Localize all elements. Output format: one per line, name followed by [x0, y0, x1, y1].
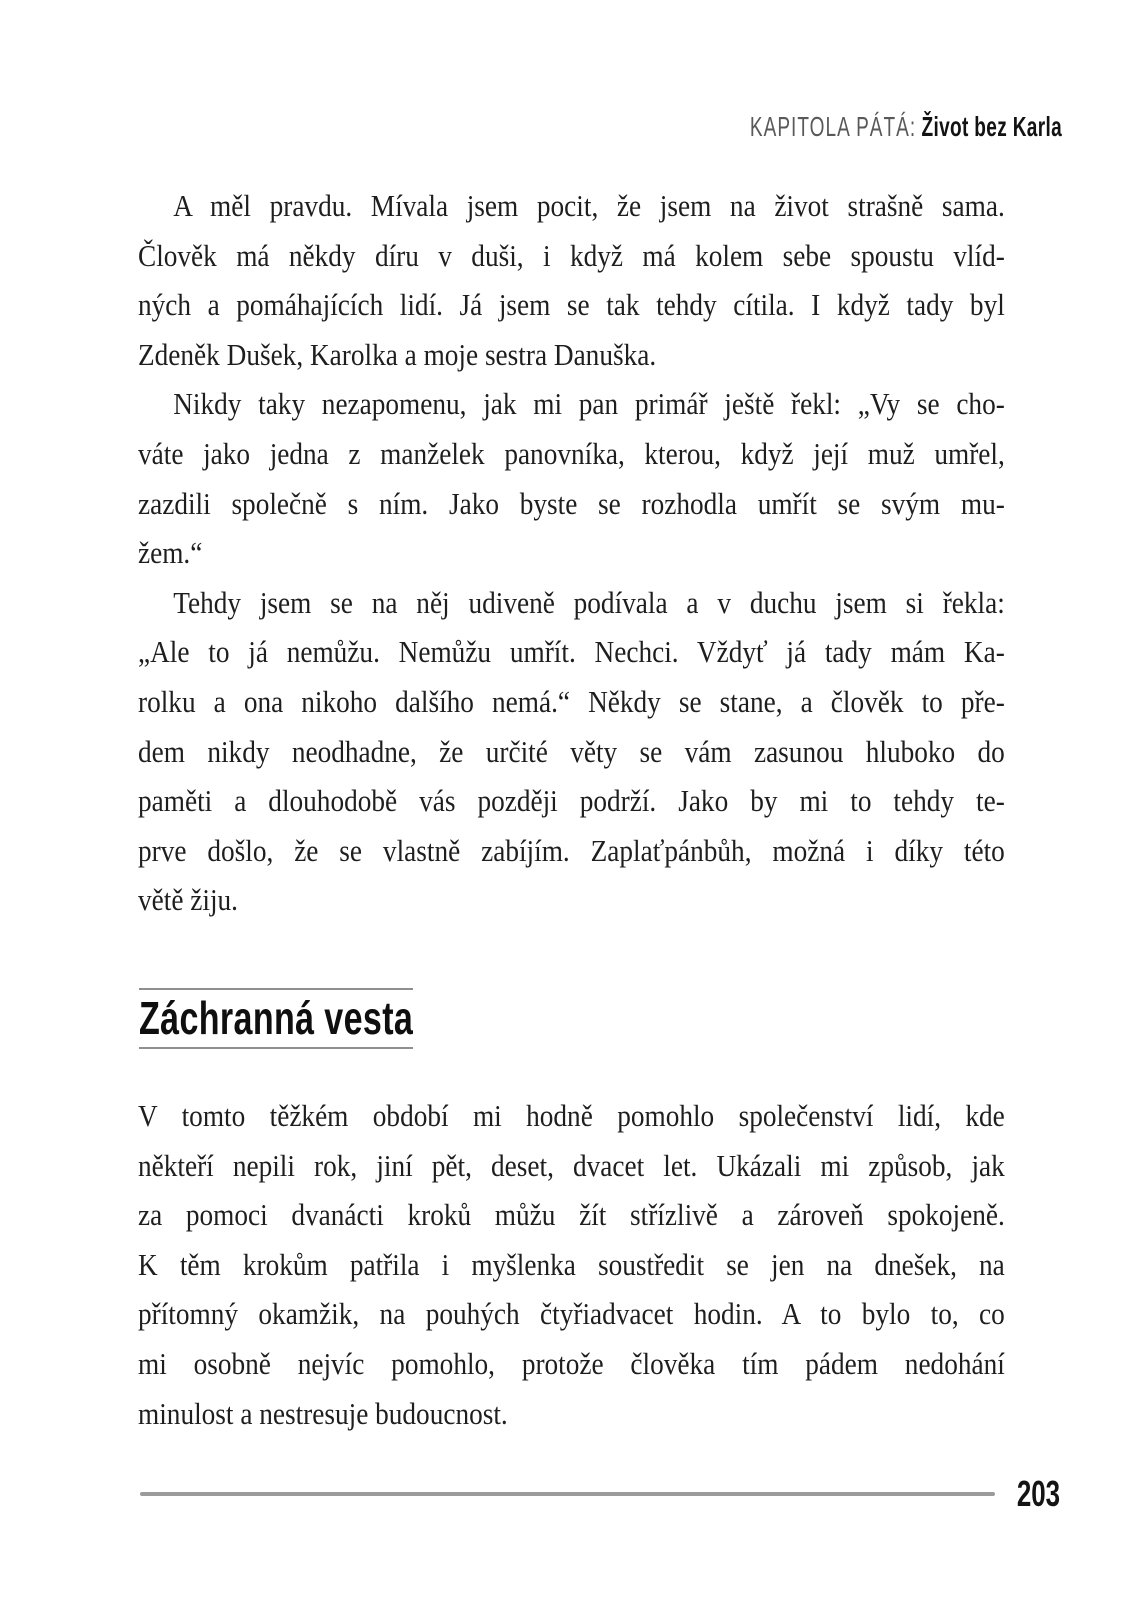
section-rule-above [139, 988, 413, 990]
text-line: větě žiju. [138, 882, 238, 918]
text-line: Tehdy jsem se na něj udiveně podívala a v duchu jsem si řekla: [173, 584, 1005, 620]
page-number-label: 203 [1016, 1473, 1060, 1514]
running-head [603, 112, 1062, 142]
text-line: někteří nepili rok, jiní pět, deset, dvacet let. Ukázali mi způsob, jak [138, 1147, 1005, 1183]
body-text-top [138, 181, 1005, 925]
text-line: Člověk má někdy díru v duši, i když má kolem sebe spoustu vlíd- [138, 237, 1005, 273]
page-number [1000, 1473, 1060, 1514]
paragraph [138, 578, 1005, 925]
text-line: V tomto těžkém období mi hodně pomohlo společenství lidí, kde [138, 1098, 1005, 1133]
text-line: ných a pomáhajících lidí. Já jsem se tak tehdy cítila. I když tady byl [138, 287, 1005, 323]
section-rule-below [139, 1047, 413, 1049]
chapter-kicker: KAPITOLA PÁTÁ: [749, 111, 917, 142]
text-line: zazdili společně s ním. Jako byste se rozhodla umřít se svým mu- [138, 485, 1005, 521]
paragraph [138, 1091, 1005, 1438]
body-text-section [138, 1091, 1005, 1438]
footer-rule [140, 1492, 995, 1496]
paragraph [138, 181, 1005, 379]
section-heading-label: Záchranná vesta [139, 992, 414, 1044]
text-line: dem nikdy neodhadne, že určité věty se vám zasunou hluboko do [138, 733, 1005, 769]
text-line: rolku a ona nikoho dalšího nemá.“ Někdy se stane, a člověk to pře- [138, 683, 1005, 719]
text-line: přítomný okamžik, na pouhých čtyřiadvacet hodin. A to bylo to, co [138, 1296, 1005, 1332]
paragraph [138, 379, 1005, 577]
text-line: váte jako jedna z manželek panovníka, kterou, když její muž umřel, [138, 435, 1005, 471]
text-line: mi osobně nejvíc pomohlo, protože člověka tím pádem nedohání [138, 1345, 1005, 1381]
chapter-title: Život bez Karla [921, 111, 1062, 142]
text-line: za pomoci dvanácti kroků můžu žít střízlivě a zároveň spokojeně. [138, 1197, 1005, 1233]
text-line: žem.“ [138, 535, 203, 571]
text-line: A měl pravdu. Mívala jsem pocit, že jsem na život strašně sama. [173, 188, 1005, 223]
running-head-text [750, 112, 1062, 142]
text-line: prve došlo, že se vlastně zabíjím. Zaplaťpánbůh, možná i díky této [138, 832, 1005, 868]
section-heading [139, 992, 510, 1044]
text-line: paměti a dlouhodobě vás později podrží. Jako by mi to tehdy te- [138, 783, 1005, 819]
text-line: K těm krokům patřila i myšlenka soustředit se jen na dnešek, na [138, 1246, 1005, 1282]
text-line: Zdeněk Dušek, Karolka a moje sestra Danuška. [138, 336, 657, 372]
text-line: „Ale to já nemůžu. Nemůžu umřít. Nechci. Vždyť já tady mám Ka- [138, 634, 1005, 670]
text-line: minulost a nestresuje budoucnost. [138, 1395, 508, 1431]
text-line: Nikdy taky nezapomenu, jak mi pan primář ještě řekl: „Vy se cho- [173, 386, 1005, 422]
